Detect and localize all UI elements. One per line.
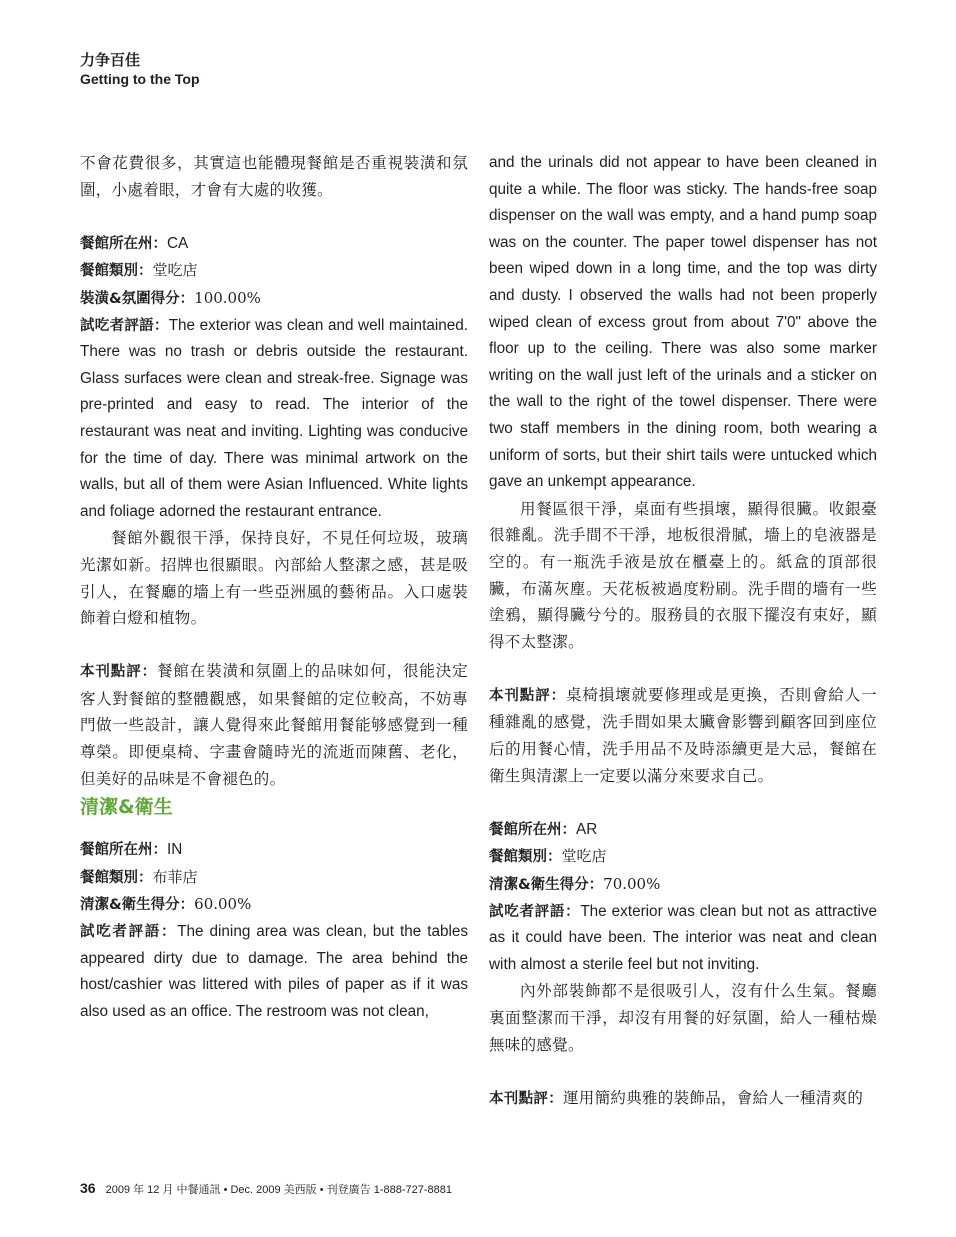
critic-continuation-en: and the urinals did not appear to have been cleaned in quite a while. The floor was sticky. The hands-free soap dispenser on the wall was empty, and a hand pump soap was on the counter. The paper towel dispenser has not been wiped down in a long time, and the top was dirty and dusty. I observed the walls had not been properly wiped clean of excess grout from about 7'0" above the floor up to the ceiling. There was also some marker writing on the wall just left of the urinals and a sticker on the wall to the right of the towel dispenser. There were two staff members in the dining room, both wearing a uniform of sorts, but their shirt tails were untucked which gave an unkempt appearance. [489, 154, 877, 491]
score-line: 清潔&衛生得分：60.00% [80, 895, 252, 914]
state-line: 餐館所在州：IN [80, 841, 183, 859]
right-column [489, 150, 877, 1112]
page-footer [80, 1180, 452, 1197]
review-block-in [80, 836, 468, 1025]
editor-comment: 本刊點評：運用簡約典雅的裝飾品，會給人一種清爽的 [489, 1088, 864, 1107]
review-block-ar [489, 816, 877, 1058]
critic-comment-zh: 內外部裝飾都不是很吸引人，沒有什么生氣。餐廳裏面整潔而干淨，却沒有用餐的好氛圍，給人一種枯燥無味的感覺。 [489, 982, 877, 1054]
editor-comment: 本刊點評：餐館在裝潢和氛圍上的品味如何，很能決定客人對餐館的整體觀感，如果餐館的定位較高，不妨專門做一些設計，讓人覺得來此餐館用餐能够感覺到一種尊榮。即便桌椅、字畫會隨時光的流逝而陳舊、老化，但美好的品味是不會褪色的。 [80, 662, 468, 788]
page-header [80, 50, 200, 88]
section-header-en: Getting to the Top [80, 71, 200, 87]
critic-continuation-zh: 用餐區很干淨，桌面有些損壞，顯得很臟。收銀臺很雜亂。洗手間不干淨，地板很滑膩，墻上的皂液器是空的。有一瓶洗手液是放在櫃臺上的。紙盒的頂部很臟，布滿灰塵。天花板被過度粉刷。洗手間的墻有一些塗鴉，顯得臟兮兮的。服務員的衣服下擺沒有束好，顯得不太整潔。 [489, 499, 877, 651]
critic-comment-en: 試吃者評語：The dining area was clean, but the tables appeared dirty due to damage. The area behind the host/cashier was littered with piles of paper as if it was also used as an office. The restroom was not clean, [80, 923, 469, 1020]
type-line: 餐館類別：布菲店 [80, 867, 198, 886]
page-number: 36 [80, 1180, 96, 1196]
review-block-ca [80, 230, 468, 632]
editor-comment: 本刊點評：桌椅損壞就要修理或是更換，否則會給人一種雜亂的感覺，洗手間如果太臟會影響到顧客回到座位后的用餐心情，洗手用品不及時添續更是大忌，餐館在衛生與清潔上一定要以滿分來要求自己。 [489, 685, 877, 785]
state-line: 餐館所在州：CA [80, 234, 189, 252]
critic-comment-en: 試吃者評語：The exterior was clean but not as attractive as it could have been. The interior was neat and clean with almost a sterile feel but not inviting. [489, 902, 878, 973]
type-line: 餐館類別：堂吃店 [80, 261, 198, 280]
score-line: 裝潢&氛圍得分：100.00% [80, 288, 261, 307]
state-line: 餐館所在州：AR [489, 820, 598, 838]
section-title-cleanliness: 清潔&衛生 [80, 796, 173, 819]
section-header-zh: 力争百佳 [80, 51, 141, 69]
left-column [80, 150, 468, 1025]
critic-comment-en: 試吃者評語：The exterior was clean and well maintained. There was no trash or debris outside the restaurant. Glass surfaces were clean and streak-free. Signage was pre-printed and easy to read. The interior of the restaurant was neat and inviting. Lighting was conducive for the time of day. There was minimal artwork on the walls, but all of them were Asian Influenced. White lights and foliage adorned the restaurant entrance. [80, 316, 468, 520]
type-line: 餐館類別：堂吃店 [489, 847, 607, 866]
score-line: 清潔&衛生得分：70.00% [489, 875, 661, 894]
footer-text: 2009 年 12 月 中餐通訊 • Dec. 2009 美西版 • 刊登廣告 1-888-727-8881 [105, 1184, 452, 1196]
critic-comment-zh: 餐館外觀很干淨，保持良好，不見任何垃圾，玻璃光潔如新。招牌也很顯眼。內部給人整潔之感，甚是吸引人，在餐廳的墻上有一些亞洲風的藝術品。入口處裝飾着白燈和植物。 [80, 529, 468, 628]
intro-paragraph: 不會花費很多，其實這也能體現餐館是否重視裝潢和氛圍，小處着眼，才會有大處的收獲。 [80, 154, 468, 199]
